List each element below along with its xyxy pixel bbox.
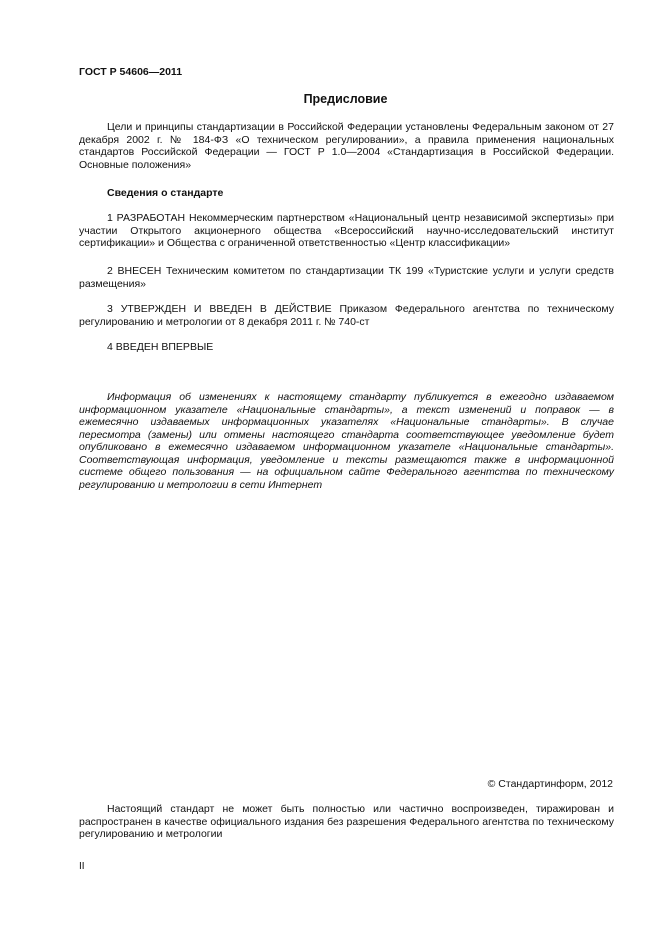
standard-info-subheading: Сведения о стандарте (107, 187, 224, 199)
amendments-info-notice: Информация об изменениях к настоящему стандарту публикуется в ежегодно издаваемом информационном указателе «Национальные стандарты», а текст изменений и поправок — в ежемесячно издаваемых информационных указателях «Национальные стандарты». В случае пересмотра (замены) или отмены настоящего стандарта соответствующее уведомление будет опубликовано в ежемесячно издаваемом информационном указателе «Национальные стандарты». Соответствующая информация, уведомление и тексты размещаются также в информационной системе общего пользования — на официальном сайте Федерального агентства по техническому регулированию и метрологии в сети Интернет (79, 391, 614, 491)
preface-intro-paragraph: Цели и принципы стандартизации в Российской Федерации установлены Федеральным законом от 27 декабря 2002 г. № 184-ФЗ «О техническом регулировании», а правила применения национальных стандартов Российской Федерации — ГОСТ Р 1.0—2004 «Стандартизация в Российской Федерации. Основные положения» (79, 121, 614, 171)
reproduction-notice: Настоящий стандарт не может быть полностью или частично воспроизведен, тиражирован и распространен в качестве официального издания без разрешения Федерального агентства по техническому регулированию и метрологии (79, 803, 614, 840)
preface-title: Предисловие (303, 92, 388, 106)
document-code: ГОСТ Р 54606—2011 (79, 66, 183, 78)
page-number: II (79, 861, 85, 872)
standard-info-item-4: 4 ВВЕДЕН ВПЕРВЫЕ (107, 341, 214, 353)
standard-info-item-3: 3 УТВЕРЖДЕН И ВВЕДЕН В ДЕЙСТВИЕ Приказом Федерального агентства по техническому регулированию и метрологии от 8 декабря 2011 г. № 740-ст (79, 303, 614, 328)
copyright-notice: © Стандартинформ, 2012 (487, 778, 613, 790)
standard-info-item-2: 2 ВНЕСЕН Техническим комитетом по стандартизации ТК 199 «Туристские услуги и услуги средств размещения» (79, 265, 614, 290)
standard-info-item-1: 1 РАЗРАБОТАН Некоммерческим партнерством «Национальный центр независимой экспертизы» при участии Открытого акционерного общества «Всероссийский научно-исследовательский институт сертификации» и Общества с ограниченной ответственностью «Центр классификации» (79, 212, 614, 249)
